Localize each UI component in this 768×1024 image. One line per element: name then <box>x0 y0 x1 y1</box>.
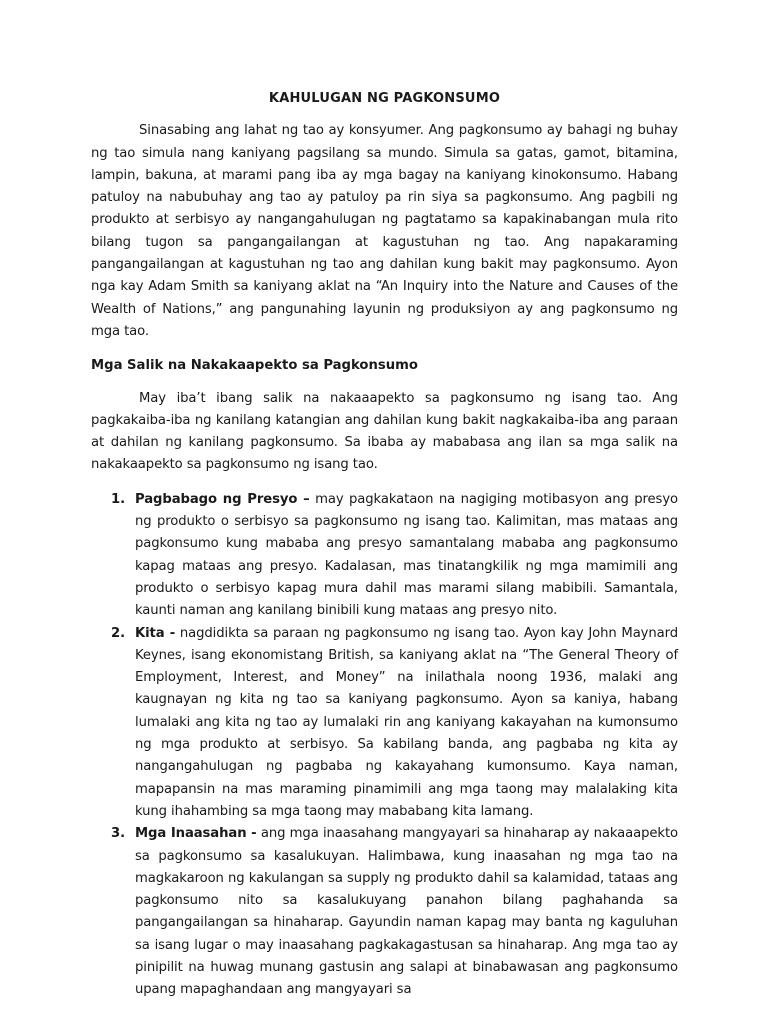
intro-paragraph: Sinasabing ang lahat ng tao ay konsyumer. Ang pagkonsumo ay bahagi ng buhay ng tao simula nang kaniyang pagsilang sa mundo. Simula sa gatas, gamot, bitamina, lampin, bakuna, at marami pang iba ay mga bagay na kaniyang kinokonsumo. Habang patuloy na nabubuhay ang tao ay patuloy pa rin siya sa pagkonsumo. Ang pagbili ng produkto at serbisyo ay nangangahulugan ng pagtatamo sa kapakinabangan mula rito bilang tugon sa pangangailangan at kagustuhan ng tao. Ang napakaraming pangangailangan at kagustuhan ng tao ang dahilan kung bakit may pagkonsumo. Ayon nga kay Adam Smith sa kaniyang aklat na “An Inquiry into the Nature and Causes of the Wealth of Nations,” ang pangunahing layunin ng produksiyon ay ang pagkonsumo ng mga tao. <box>91 123 678 339</box>
factor-item <box>111 489 678 623</box>
document-title: KAHULUGAN NG PAGKONSUMO <box>268 91 501 106</box>
factor-item <box>111 823 678 1001</box>
section-heading: Mga Salik na Nakakaapekto sa Pagkonsumo <box>91 358 418 374</box>
factor-number: 3. <box>111 826 125 842</box>
factor-text: nagdidikta sa paraan ng pagkonsumo ng isang tao. Ayon kay John Maynard Keynes, isang ekonomistang British, sa kaniyang aklat na “The General Theory of Employment, Interest, and Money” na inilathala noong 1936, malaki ang kaugnayan ng kita ng tao sa kaniyang pagkonsumo. Ayon sa kaniya, habang lumalaki ang kita ng tao ay lumalaki rin ang kaniyang kakayahan na kumonsumo ng mga produkto at serbisyo. Sa kabilang banda, ang pagbaba ng kita ay nangangahulugan ng pagbaba ng kakayahang kumonsumo. Kaya naman, mapapansin na mas maraming pinamimili ang mga taong may malalaking kita kung ihahambing sa mga taong may mababang kita lamang. <box>135 625 678 819</box>
factor-term: Kita - <box>135 625 176 641</box>
factor-item <box>111 623 678 824</box>
factor-number: 2. <box>111 625 125 641</box>
factor-number: 1. <box>111 491 125 507</box>
section-intro-paragraph: May iba’t ibang salik na nakaaapekto sa pagkonsumo ng isang tao. Ang pagkakaiba-iba ng kanilang katangian ang dahilan kung bakit nagkakaiba-iba ang paraan at dahilan ng kanilang pagkonsumo. Sa ibaba ay mababasa ang ilan sa mga salik na nakakaapekto sa pagkonsumo ng isang tao. <box>91 390 678 473</box>
factor-text: may pagkakataon na nagiging motibasyon ang presyo ng produkto o serbisyo sa pagkonsumo ng isang tao. Kalimitan, mas mataas ang pagkonsumo kung mababa ang presyo samantalang mababa ang pagkonsumo kapag mataas ang presyo. Kadalasan, mas tinatangkilik ng mga mamimili ang produkto o serbisyo kapag mura dahil mas marami silang mabibili. Samantala, kaunti naman ang kanilang binibili kung mataas ang presyo nito. <box>135 491 678 619</box>
factor-text: ang mga inaasahang mangyayari sa hinaharap ay nakaaapekto sa pagkonsumo sa kasalukuyan. Halimbawa, kung inaasahan ng mga tao na magkakaroon ng kakulangan sa supply ng produkto dahil sa kalamidad, tataas ang pagkonsumo nito sa kasalukuyang panahon bilang paghahanda sa pangangailangan sa hinaharap. Gayundin naman kapag may banta ng kaguluhan sa isang lugar o may inaasahang pagkakagastusan sa hinaharap. Ang mga tao ay pinipilit na huwag munang gastusin ang salapi at binabawasan ang pagkonsumo upang mapaghandaan ang mangyayari sa <box>135 826 678 998</box>
factors-list <box>91 489 678 1002</box>
document-body <box>91 88 678 1002</box>
factor-term: Pagbabago ng Presyo – <box>135 491 310 507</box>
factor-term: Mga Inaasahan - <box>135 826 257 842</box>
